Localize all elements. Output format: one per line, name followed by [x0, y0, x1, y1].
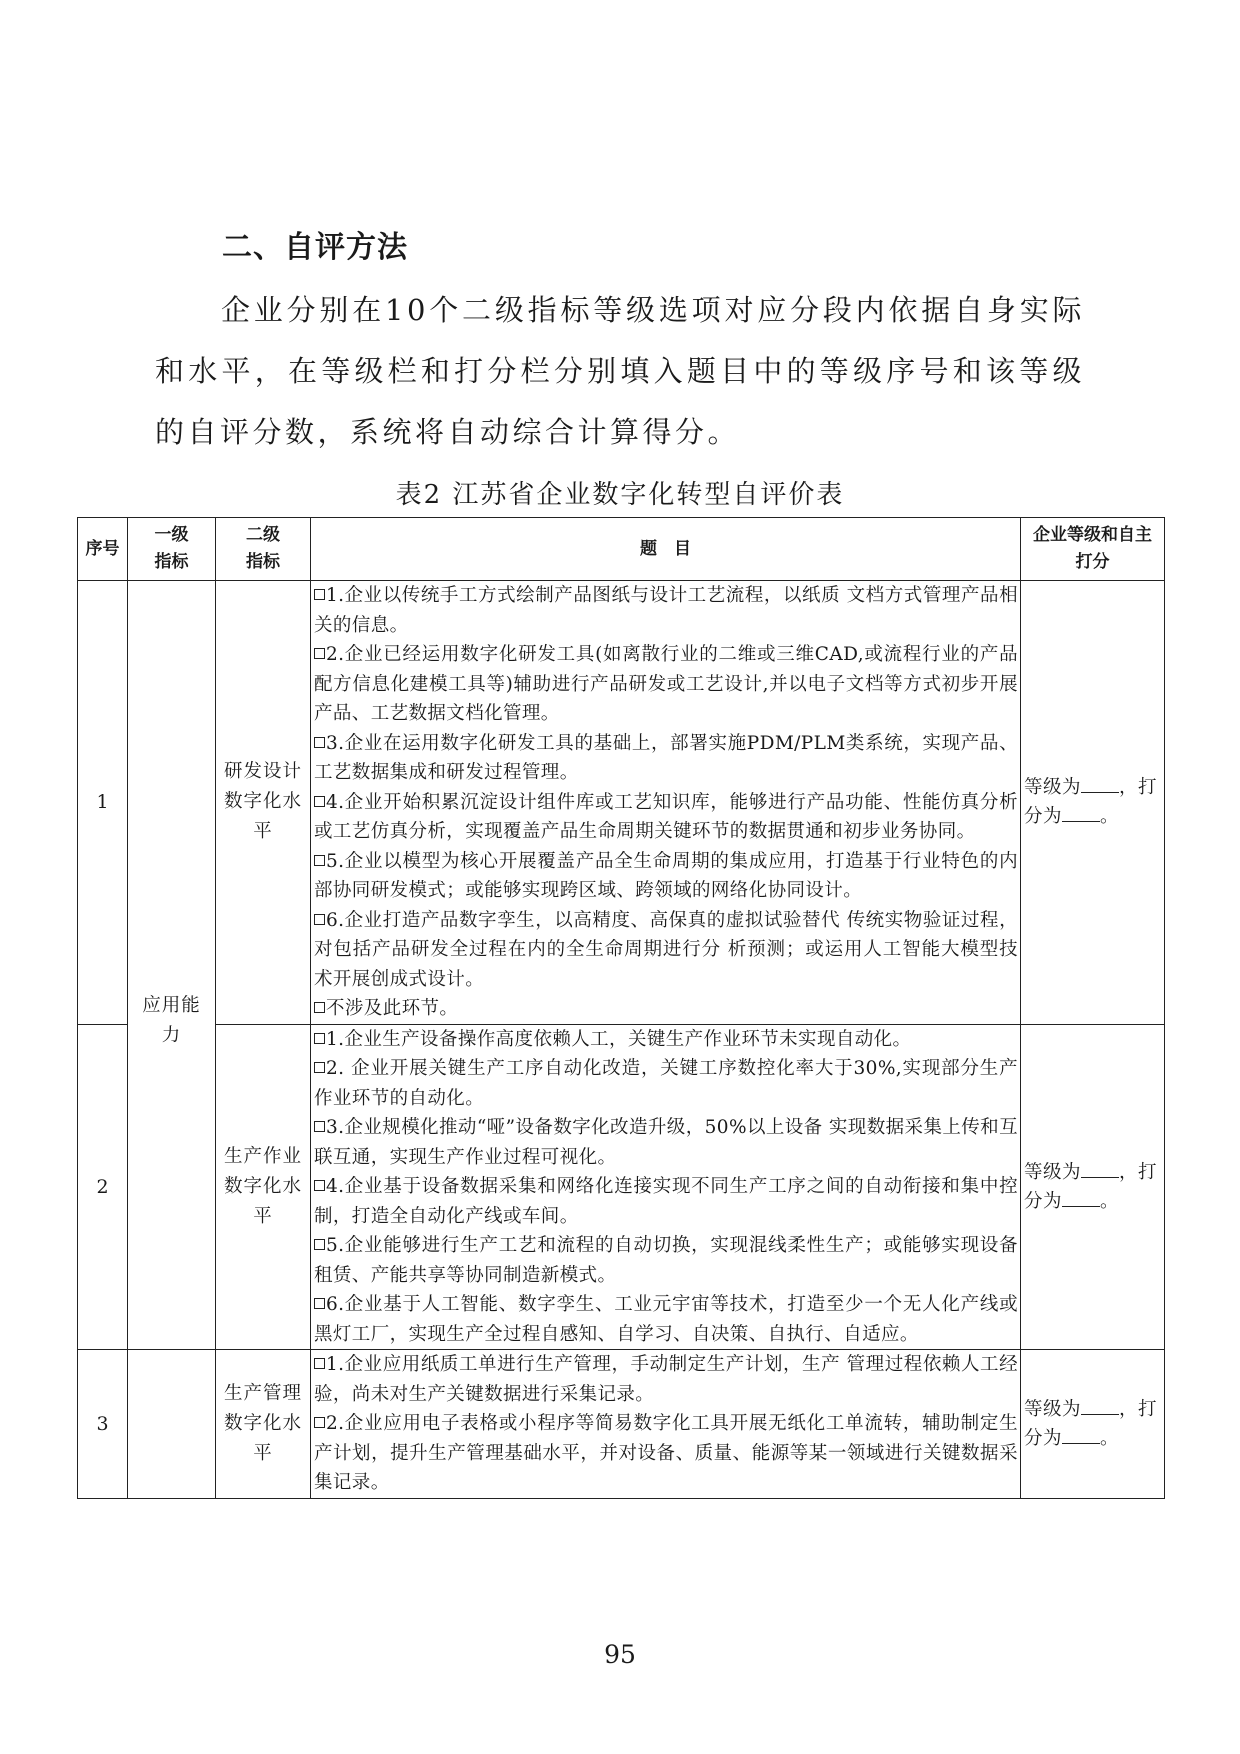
- table-header-row: [78, 518, 1165, 581]
- option-text: 2.企业应用电子表格或小程序等简易数字化工具开展无纸化工单流转，辅助制定生产计划，提升生产管理基础水平，并对设备、质量、能源等某一领域进行关键数据采集记录。: [314, 1413, 1018, 1493]
- score-mid-label: ，打: [1119, 1161, 1158, 1183]
- intro-paragraph: 企业分别在10个二级指标等级选项对应分段内依据自身实际和水平，在等级栏和打分栏分别填入题目中的等级序号和该等级的自评分数，系统将自动综合计算得分。: [155, 293, 1085, 449]
- option-item: [314, 906, 1018, 995]
- level-label: 等级为: [1024, 1398, 1082, 1420]
- option-text: 1.企业以传统手工方式绘制产品图纸与设计工艺流程，以纸质 文档方式管理产品相关的信息。: [314, 585, 1018, 636]
- checkbox-icon[interactable]: [314, 1358, 325, 1369]
- option-text: 5.企业能够进行生产工艺和流程的自动切换，实现混线柔性生产；或能够实现设备租赁、产能共享等协同制造新模式。: [314, 1235, 1018, 1286]
- option-text: 1.企业应用纸质工单进行生产管理，手动制定生产计划，生产 管理过程依赖人工经验，尚未对生产关键数据进行采集记录。: [314, 1354, 1018, 1405]
- score-mid-label: ，打: [1119, 777, 1158, 799]
- option-text: 4.企业开始积累沉淀设计组件库或工艺知识库，能够进行产品功能、性能仿真分析或工艺仿真分析，实现覆盖产品生命周期关键环节的数据贯通和初步业务协同。: [314, 791, 1018, 842]
- checkbox-icon[interactable]: [314, 1033, 325, 1044]
- row-number: 1: [78, 581, 128, 1025]
- score-end-label: 。: [1100, 806, 1120, 828]
- evaluation-table: [77, 517, 1165, 1499]
- level-label: 等级为: [1024, 777, 1082, 799]
- table-caption: 表2 江苏省企业数字化转型自评价表: [395, 480, 845, 510]
- option-item: [314, 1054, 1018, 1113]
- option-item: [314, 847, 1018, 906]
- question-options: [311, 1350, 1021, 1499]
- option-item: [314, 1025, 1018, 1055]
- score-label: 分为: [1024, 1427, 1063, 1449]
- score-label: 分为: [1024, 1190, 1063, 1212]
- checkbox-icon[interactable]: [314, 914, 325, 925]
- level2-indicator: 生产作业数字化水平: [216, 1024, 311, 1350]
- question-options: [311, 1024, 1021, 1350]
- checkbox-icon[interactable]: [314, 1002, 325, 1013]
- score-label: 分为: [1024, 806, 1063, 828]
- option-item: [314, 1113, 1018, 1172]
- level-blank[interactable]: [1081, 778, 1119, 793]
- level-label: 等级为: [1024, 1161, 1082, 1183]
- checkbox-icon[interactable]: [314, 1298, 325, 1309]
- level2-indicator: 研发设计数字化水平: [216, 581, 311, 1025]
- option-item: [314, 729, 1018, 788]
- option-item: [314, 994, 1018, 1024]
- checkbox-icon[interactable]: [314, 1417, 325, 1428]
- row-number: 2: [78, 1024, 128, 1350]
- level1-indicator-empty: [128, 1350, 216, 1499]
- option-item: [314, 1409, 1018, 1498]
- score-blank[interactable]: [1062, 1192, 1100, 1207]
- option-text: 5.企业以模型为核心开展覆盖产品全生命周期的集成应用，打造基于行业特色的内部协同研发模式；或能够实现跨区域、跨领域的网络化协同设计。: [314, 850, 1018, 901]
- option-item: [314, 1290, 1018, 1349]
- checkbox-icon[interactable]: [314, 1062, 325, 1073]
- checkbox-icon[interactable]: [314, 796, 325, 807]
- level-blank[interactable]: [1081, 1163, 1119, 1178]
- score-end-label: 。: [1100, 1427, 1120, 1449]
- checkbox-icon[interactable]: [314, 1239, 325, 1250]
- level1-indicator: 应用能力: [128, 581, 216, 1350]
- table-row: [78, 1024, 1165, 1350]
- section-heading: 二、自评方法: [222, 230, 408, 265]
- score-cell: [1021, 581, 1165, 1025]
- option-item: [314, 640, 1018, 729]
- option-item: [314, 788, 1018, 847]
- table-row: [78, 1350, 1165, 1499]
- option-text: 6.企业打造产品数字孪生，以高精度、高保真的虚拟试验替代 传统实物验证过程，对包括产品研发全过程在内的全生命周期进行分 析预测；或运用人工智能大模型技术开展创成式设计。: [314, 909, 1018, 990]
- header-num: 序号: [78, 518, 128, 581]
- option-item: [314, 1172, 1018, 1231]
- checkbox-icon[interactable]: [314, 1121, 325, 1132]
- option-text: 6.企业基于人工智能、数字孪生、工业元宇宙等技术，打造至少一个无人化产线或黑灯工厂，实现生产全过程自感知、自学习、自决策、自执行、自适应。: [314, 1294, 1018, 1345]
- question-options: [311, 581, 1021, 1025]
- header-level1: 一级指标: [128, 518, 216, 581]
- score-blank[interactable]: [1062, 1429, 1100, 1444]
- option-item: [314, 1231, 1018, 1290]
- score-end-label: 。: [1100, 1190, 1120, 1212]
- checkbox-icon[interactable]: [314, 648, 325, 659]
- row-number: 3: [78, 1350, 128, 1499]
- score-cell: [1021, 1024, 1165, 1350]
- level-blank[interactable]: [1081, 1400, 1119, 1415]
- option-text: 4.企业基于设备数据采集和网络化连接实现不同生产工序之间的自动衔接和集中控制，打造全自动化产线或车间。: [314, 1176, 1018, 1227]
- table-row: [78, 581, 1165, 1025]
- option-text: 1.企业生产设备操作高度依赖人工，关键生产作业环节未实现自动化。: [326, 1028, 912, 1050]
- header-level2: 二级指标: [216, 518, 311, 581]
- header-question: 题 目: [311, 518, 1021, 581]
- page-number: 95: [604, 1640, 636, 1669]
- checkbox-icon[interactable]: [314, 855, 325, 866]
- header-score: 企业等级和自主打分: [1021, 518, 1165, 581]
- option-text: 2.企业已经运用数字化研发工具(如离散行业的二维或三维CAD,或流程行业的产品配方信息化建模工具等)辅助进行产品研发或工艺设计,并以电子文档等方式初步开展产品、工艺数据文档化管理。: [314, 644, 1018, 724]
- option-item: [314, 1350, 1018, 1409]
- score-blank[interactable]: [1062, 807, 1100, 822]
- checkbox-icon[interactable]: [314, 589, 325, 600]
- score-mid-label: ，打: [1119, 1398, 1158, 1420]
- level2-indicator: 生产管理数字化水平: [216, 1350, 311, 1499]
- option-text: 3.企业在运用数字化研发工具的基础上，部署实施PDM/PLM类系统，实现产品、工艺数据集成和研发过程管理。: [314, 732, 1018, 783]
- option-text: 3.企业规模化推动“哑”设备数字化改造升级，50%以上设备 实现数据采集上传和互联互通，实现生产作业过程可视化。: [314, 1117, 1018, 1168]
- option-text: 不涉及此环节。: [326, 998, 459, 1019]
- checkbox-icon[interactable]: [314, 1180, 325, 1191]
- option-item: [314, 581, 1018, 640]
- score-cell: [1021, 1350, 1165, 1499]
- checkbox-icon[interactable]: [314, 737, 325, 748]
- option-text: 2. 企业开展关键生产工序自动化改造，关键工序数控化率大于30%,实现部分生产作业环节的自动化。: [314, 1058, 1018, 1109]
